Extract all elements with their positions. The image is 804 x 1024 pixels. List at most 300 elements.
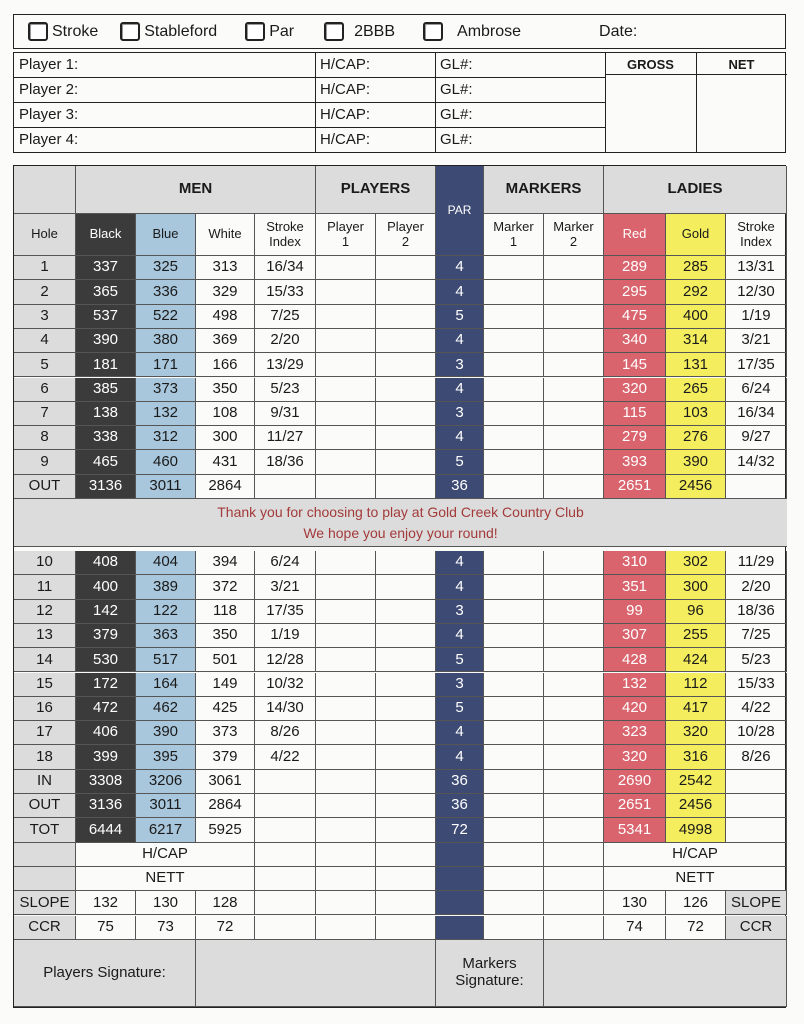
score-entry-cell[interactable]	[316, 305, 376, 329]
back-row-blue: 363	[136, 624, 196, 648]
score-entry-cell[interactable]	[376, 745, 436, 769]
front-row-blue: 336	[136, 280, 196, 304]
front-row-black: 338	[76, 426, 136, 450]
score-entry-cell[interactable]	[316, 794, 376, 818]
score-entry-cell[interactable]	[544, 551, 604, 575]
back-row-black: 406	[76, 721, 136, 745]
score-entry-cell[interactable]	[484, 697, 544, 721]
score-entry-cell[interactable]	[544, 329, 604, 353]
back-row-par: 4	[436, 551, 484, 575]
header-blank	[14, 166, 76, 214]
score-entry-cell[interactable]	[544, 624, 604, 648]
back-row-par: 4	[436, 721, 484, 745]
score-entry-cell[interactable]	[544, 450, 604, 474]
front-row-blue: 171	[136, 353, 196, 377]
back-row-blue: 122	[136, 600, 196, 624]
front-row-white: 313	[196, 256, 255, 280]
score-entry-cell[interactable]	[544, 575, 604, 599]
back-row-par: 5	[436, 697, 484, 721]
player-label: Player 1:	[19, 56, 79, 73]
score-entry-cell[interactable]	[544, 794, 604, 818]
score-entry-cell[interactable]	[316, 353, 376, 377]
game-format-bar	[13, 14, 786, 49]
back-row-black: 379	[76, 624, 136, 648]
back-row-black: 530	[76, 648, 136, 672]
entry-cell[interactable]	[484, 867, 544, 891]
score-entry-cell[interactable]	[376, 697, 436, 721]
back-row-hole: IN	[14, 770, 76, 794]
back-row-si: 17/35	[255, 600, 316, 624]
score-entry-cell[interactable]	[316, 745, 376, 769]
par-blank	[436, 843, 484, 867]
front-row-hole: 3	[14, 305, 76, 329]
front-row-par: 3	[436, 353, 484, 377]
score-entry-cell[interactable]	[484, 256, 544, 280]
score-entry-cell[interactable]	[544, 648, 604, 672]
blank-cell	[316, 916, 376, 940]
back-row-hole: 15	[14, 673, 76, 697]
score-entry-cell[interactable]	[544, 353, 604, 377]
par-header: PAR	[436, 166, 484, 256]
blank-cell	[544, 916, 604, 940]
entry-cell[interactable]	[544, 843, 604, 867]
2bbb-checkbox[interactable]	[324, 22, 344, 41]
front-row-white: 2864	[196, 475, 255, 499]
back-row-red: 310	[604, 551, 666, 575]
players-block	[13, 52, 786, 153]
score-entry-cell[interactable]	[544, 402, 604, 426]
front-row-par: 36	[436, 475, 484, 499]
format-par[interactable]	[245, 22, 294, 41]
back-row-par: 3	[436, 673, 484, 697]
back-row-blue: 3011	[136, 794, 196, 818]
players-signature-field[interactable]	[196, 940, 436, 1007]
score-entry-cell[interactable]	[484, 575, 544, 599]
row-label-blank	[14, 843, 76, 867]
front-row-gold: 314	[666, 329, 726, 353]
format-stroke[interactable]	[28, 22, 98, 41]
score-entry-cell[interactable]	[376, 648, 436, 672]
score-entry-cell[interactable]	[376, 353, 436, 377]
score-entry-cell[interactable]	[484, 353, 544, 377]
blank-cell	[484, 891, 544, 915]
format-2bbb[interactable]	[324, 22, 395, 41]
ambrose-checkbox[interactable]	[423, 22, 443, 41]
score-entry-cell[interactable]	[316, 378, 376, 402]
front-row-red: 475	[604, 305, 666, 329]
blank-cell	[544, 891, 604, 915]
stroke-checkbox[interactable]	[28, 22, 48, 41]
back-row-lsi: 18/36	[726, 600, 787, 624]
front-row-gold: 400	[666, 305, 726, 329]
ccr-label-right: CCR	[726, 916, 787, 940]
score-entry-cell[interactable]	[544, 770, 604, 794]
front-row-lsi: 12/30	[726, 280, 787, 304]
score-entry-cell[interactable]	[544, 280, 604, 304]
format-stableford[interactable]	[120, 22, 217, 41]
welcome-message-line: We hope you enjoy your round!	[303, 525, 498, 541]
blank-cell	[316, 891, 376, 915]
hcap-men-label: H/CAP	[76, 843, 255, 867]
score-entry-cell[interactable]	[376, 600, 436, 624]
ladies-group-header: LADIES	[604, 166, 787, 214]
score-entry-cell[interactable]	[484, 600, 544, 624]
back-row-hole: 17	[14, 721, 76, 745]
player-row[interactable]	[14, 53, 605, 78]
back-row-red: 323	[604, 721, 666, 745]
ccr-blue: 73	[136, 916, 196, 940]
back-row-red: 2690	[604, 770, 666, 794]
welcome-message	[14, 499, 787, 547]
par-checkbox[interactable]	[245, 22, 265, 41]
stroke-index-header: Stroke Index	[255, 214, 316, 256]
front-row-red: 2651	[604, 475, 666, 499]
back-row-white: 2864	[196, 794, 255, 818]
front-row-white: 166	[196, 353, 255, 377]
back-row-par: 5	[436, 648, 484, 672]
front-row-blue: 132	[136, 402, 196, 426]
score-entry-cell[interactable]	[484, 280, 544, 304]
front-row-blue: 380	[136, 329, 196, 353]
score-entry-cell[interactable]	[376, 551, 436, 575]
front-row-blue: 312	[136, 426, 196, 450]
back-row-si: 1/19	[255, 624, 316, 648]
back-row-gold: 424	[666, 648, 726, 672]
back-row-si: 3/21	[255, 575, 316, 599]
back-row-hole: 18	[14, 745, 76, 769]
score-entry-cell[interactable]	[376, 305, 436, 329]
score-entry-cell[interactable]	[316, 256, 376, 280]
score-entry-cell[interactable]	[544, 256, 604, 280]
front-row-hole: 9	[14, 450, 76, 474]
score-entry-cell[interactable]	[316, 648, 376, 672]
back-row-gold: 316	[666, 745, 726, 769]
back-row-lsi: 7/25	[726, 624, 787, 648]
back-row-lsi: 11/29	[726, 551, 787, 575]
back-row-red: 351	[604, 575, 666, 599]
front-row-par: 4	[436, 378, 484, 402]
back-row-white: 425	[196, 697, 255, 721]
ccr-red: 74	[604, 916, 666, 940]
players-signature-label: Players Signature:	[14, 940, 196, 1007]
score-entry-cell[interactable]	[316, 697, 376, 721]
back-row-red: 307	[604, 624, 666, 648]
back-row-gold: 302	[666, 551, 726, 575]
back-row-lsi: 10/28	[726, 721, 787, 745]
back-row-lsi: 5/23	[726, 648, 787, 672]
player-row[interactable]	[14, 78, 605, 103]
score-entry-cell[interactable]	[376, 818, 436, 842]
score-entry-cell[interactable]	[316, 329, 376, 353]
score-entry-cell[interactable]	[316, 575, 376, 599]
back-row-si: 12/28	[255, 648, 316, 672]
back-row-blue: 3206	[136, 770, 196, 794]
score-entry-cell[interactable]	[484, 475, 544, 499]
back-row-white: 149	[196, 673, 255, 697]
score-entry-cell[interactable]	[544, 475, 604, 499]
back-row-red: 428	[604, 648, 666, 672]
player-label: Player 3:	[19, 106, 79, 123]
back-row-blue: 404	[136, 551, 196, 575]
back-row-blue: 164	[136, 673, 196, 697]
score-entry-cell[interactable]	[544, 673, 604, 697]
score-entry-cell[interactable]	[376, 475, 436, 499]
score-entry-cell[interactable]	[484, 745, 544, 769]
front-row-red: 320	[604, 378, 666, 402]
front-row-black: 138	[76, 402, 136, 426]
front-row-gold: 265	[666, 378, 726, 402]
score-entry-cell[interactable]	[316, 402, 376, 426]
score-entry-cell[interactable]	[484, 818, 544, 842]
par-blank	[436, 867, 484, 891]
front-row-si: 15/33	[255, 280, 316, 304]
score-entry-cell[interactable]	[544, 697, 604, 721]
back-row-gold: 112	[666, 673, 726, 697]
player2-header: Player 2	[376, 214, 436, 256]
front-row-si: 11/27	[255, 426, 316, 450]
scorecard-grid	[13, 165, 786, 1008]
par-blank	[436, 891, 484, 915]
back-row-si	[255, 818, 316, 842]
score-entry-cell[interactable]	[484, 426, 544, 450]
score-entry-cell[interactable]	[484, 794, 544, 818]
front-row-black: 181	[76, 353, 136, 377]
net-header: NET	[696, 53, 787, 75]
back-row-black: 472	[76, 697, 136, 721]
back-row-red: 320	[604, 745, 666, 769]
back-row-blue: 462	[136, 697, 196, 721]
hole-header: Hole	[14, 214, 76, 256]
entry-cell[interactable]	[376, 843, 436, 867]
score-entry-cell[interactable]	[484, 624, 544, 648]
back-row-white: 3061	[196, 770, 255, 794]
front-row-lsi: 1/19	[726, 305, 787, 329]
front-row-si	[255, 475, 316, 499]
front-row-si: 7/25	[255, 305, 316, 329]
player-row[interactable]	[14, 103, 605, 128]
back-row-lsi: 4/22	[726, 697, 787, 721]
gl-label: GL#:	[440, 56, 473, 73]
back-row-par: 4	[436, 575, 484, 599]
format-label: 2BBB	[354, 22, 396, 40]
column-divider	[435, 53, 436, 152]
front-row-white: 369	[196, 329, 255, 353]
score-entry-cell[interactable]	[376, 575, 436, 599]
score-entry-cell[interactable]	[316, 818, 376, 842]
score-entry-cell[interactable]	[544, 426, 604, 450]
men-group-header: MEN	[76, 166, 316, 214]
score-entry-cell[interactable]	[484, 329, 544, 353]
hcap-label: H/CAP:	[320, 106, 371, 123]
ccr-gold: 72	[666, 916, 726, 940]
back-row-gold: 255	[666, 624, 726, 648]
score-entry-cell[interactable]	[544, 600, 604, 624]
front-row-white: 498	[196, 305, 255, 329]
score-entry-cell[interactable]	[376, 280, 436, 304]
player-row[interactable]	[14, 128, 605, 153]
back-row-red: 420	[604, 697, 666, 721]
front-row-black: 3136	[76, 475, 136, 499]
score-entry-cell[interactable]	[316, 721, 376, 745]
front-row-red: 393	[604, 450, 666, 474]
column-divider	[315, 53, 316, 152]
white-tee-header: White	[196, 214, 255, 256]
blank-cell	[255, 891, 316, 915]
score-entry-cell[interactable]	[316, 624, 376, 648]
format-ambrose[interactable]	[423, 22, 521, 41]
score-entry-cell[interactable]	[544, 818, 604, 842]
markers-signature-label: Markers Signature:	[436, 940, 544, 1007]
score-entry-cell[interactable]	[316, 475, 376, 499]
back-row-blue: 389	[136, 575, 196, 599]
score-entry-cell[interactable]	[376, 426, 436, 450]
back-row-lsi: 8/26	[726, 745, 787, 769]
score-entry-cell[interactable]	[484, 721, 544, 745]
front-row-red: 145	[604, 353, 666, 377]
score-entry-cell[interactable]	[544, 305, 604, 329]
markers-group-header: MARKERS	[484, 166, 604, 214]
score-entry-cell[interactable]	[316, 770, 376, 794]
front-row-hole: 6	[14, 378, 76, 402]
front-row-black: 537	[76, 305, 136, 329]
entry-cell[interactable]	[316, 843, 376, 867]
format-label: Stableford	[144, 22, 218, 40]
welcome-message-line: Thank you for choosing to play at Gold Creek Country Club	[217, 504, 584, 520]
blue-tee-header: Blue	[136, 214, 196, 256]
par-blank	[436, 916, 484, 940]
marker1-header: Marker 1	[484, 214, 544, 256]
entry-cell[interactable]	[544, 867, 604, 891]
back-row-hole: 12	[14, 600, 76, 624]
format-label: Ambrose	[457, 22, 522, 40]
score-entry-cell[interactable]	[316, 551, 376, 575]
back-row-red: 132	[604, 673, 666, 697]
entry-cell[interactable]	[484, 843, 544, 867]
gl-label: GL#:	[440, 131, 473, 148]
front-row-blue: 373	[136, 378, 196, 402]
front-row-black: 465	[76, 450, 136, 474]
gl-label: GL#:	[440, 81, 473, 98]
slope-blue: 130	[136, 891, 196, 915]
back-row-lsi	[726, 794, 787, 818]
front-row-blue: 460	[136, 450, 196, 474]
front-row-white: 350	[196, 378, 255, 402]
score-entry-cell[interactable]	[484, 450, 544, 474]
back-row-white: 373	[196, 721, 255, 745]
front-row-gold: 292	[666, 280, 726, 304]
entry-cell[interactable]	[376, 867, 436, 891]
score-entry-cell[interactable]	[376, 770, 436, 794]
score-entry-cell[interactable]	[484, 648, 544, 672]
back-row-blue: 395	[136, 745, 196, 769]
date-label: Date:	[599, 22, 638, 40]
back-row-par: 72	[436, 818, 484, 842]
slope-label-right: SLOPE	[726, 891, 787, 915]
back-row-gold: 320	[666, 721, 726, 745]
front-row-white: 108	[196, 402, 255, 426]
score-entry-cell[interactable]	[316, 600, 376, 624]
gold-tee-header: Gold	[666, 214, 726, 256]
front-row-si: 2/20	[255, 329, 316, 353]
front-row-hole: 1	[14, 256, 76, 280]
black-tee-header: Black	[76, 214, 136, 256]
score-entry-cell[interactable]	[544, 378, 604, 402]
score-entry-cell[interactable]	[376, 450, 436, 474]
score-entry-cell[interactable]	[316, 673, 376, 697]
score-entry-cell[interactable]	[376, 624, 436, 648]
score-entry-cell[interactable]	[376, 256, 436, 280]
front-row-white: 431	[196, 450, 255, 474]
score-entry-cell[interactable]	[484, 402, 544, 426]
score-entry-cell[interactable]	[376, 378, 436, 402]
score-entry-cell[interactable]	[484, 378, 544, 402]
score-entry-cell[interactable]	[376, 402, 436, 426]
front-row-black: 385	[76, 378, 136, 402]
score-entry-cell[interactable]	[316, 280, 376, 304]
back-row-red: 2651	[604, 794, 666, 818]
front-row-si: 9/31	[255, 402, 316, 426]
back-row-hole: 14	[14, 648, 76, 672]
ladies-stroke-index-header: Stroke Index	[726, 214, 787, 256]
score-entry-cell[interactable]	[484, 305, 544, 329]
back-row-white: 5925	[196, 818, 255, 842]
front-row-si: 16/34	[255, 256, 316, 280]
back-row-si: 14/30	[255, 697, 316, 721]
front-row-si: 18/36	[255, 450, 316, 474]
back-row-si	[255, 794, 316, 818]
front-row-lsi: 6/24	[726, 378, 787, 402]
score-entry-cell[interactable]	[376, 794, 436, 818]
front-row-par: 4	[436, 329, 484, 353]
score-entry-cell[interactable]	[484, 770, 544, 794]
back-row-red: 99	[604, 600, 666, 624]
front-row-gold: 285	[666, 256, 726, 280]
entry-cell[interactable]	[255, 867, 316, 891]
score-entry-cell[interactable]	[376, 673, 436, 697]
back-row-gold: 96	[666, 600, 726, 624]
entry-cell[interactable]	[316, 867, 376, 891]
score-entry-cell[interactable]	[544, 721, 604, 745]
back-row-si: 8/26	[255, 721, 316, 745]
front-row-hole: OUT	[14, 475, 76, 499]
front-row-lsi	[726, 475, 787, 499]
back-row-si: 10/32	[255, 673, 316, 697]
back-row-par: 3	[436, 600, 484, 624]
date-field[interactable]	[599, 23, 637, 41]
entry-cell[interactable]	[255, 843, 316, 867]
back-row-si	[255, 770, 316, 794]
back-row-black: 3308	[76, 770, 136, 794]
score-entry-cell[interactable]	[376, 721, 436, 745]
front-row-par: 4	[436, 280, 484, 304]
score-entry-cell[interactable]	[316, 450, 376, 474]
score-entry-cell[interactable]	[376, 329, 436, 353]
ccr-black: 75	[76, 916, 136, 940]
score-entry-cell[interactable]	[484, 551, 544, 575]
back-row-white: 394	[196, 551, 255, 575]
back-row-lsi	[726, 770, 787, 794]
back-row-gold: 4998	[666, 818, 726, 842]
score-entry-cell[interactable]	[544, 745, 604, 769]
score-entry-cell[interactable]	[484, 673, 544, 697]
front-row-red: 289	[604, 256, 666, 280]
front-row-par: 4	[436, 256, 484, 280]
markers-signature-field[interactable]	[544, 940, 787, 1007]
stableford-checkbox[interactable]	[120, 22, 140, 41]
back-row-hole: 13	[14, 624, 76, 648]
score-entry-cell[interactable]	[316, 426, 376, 450]
back-row-lsi: 15/33	[726, 673, 787, 697]
